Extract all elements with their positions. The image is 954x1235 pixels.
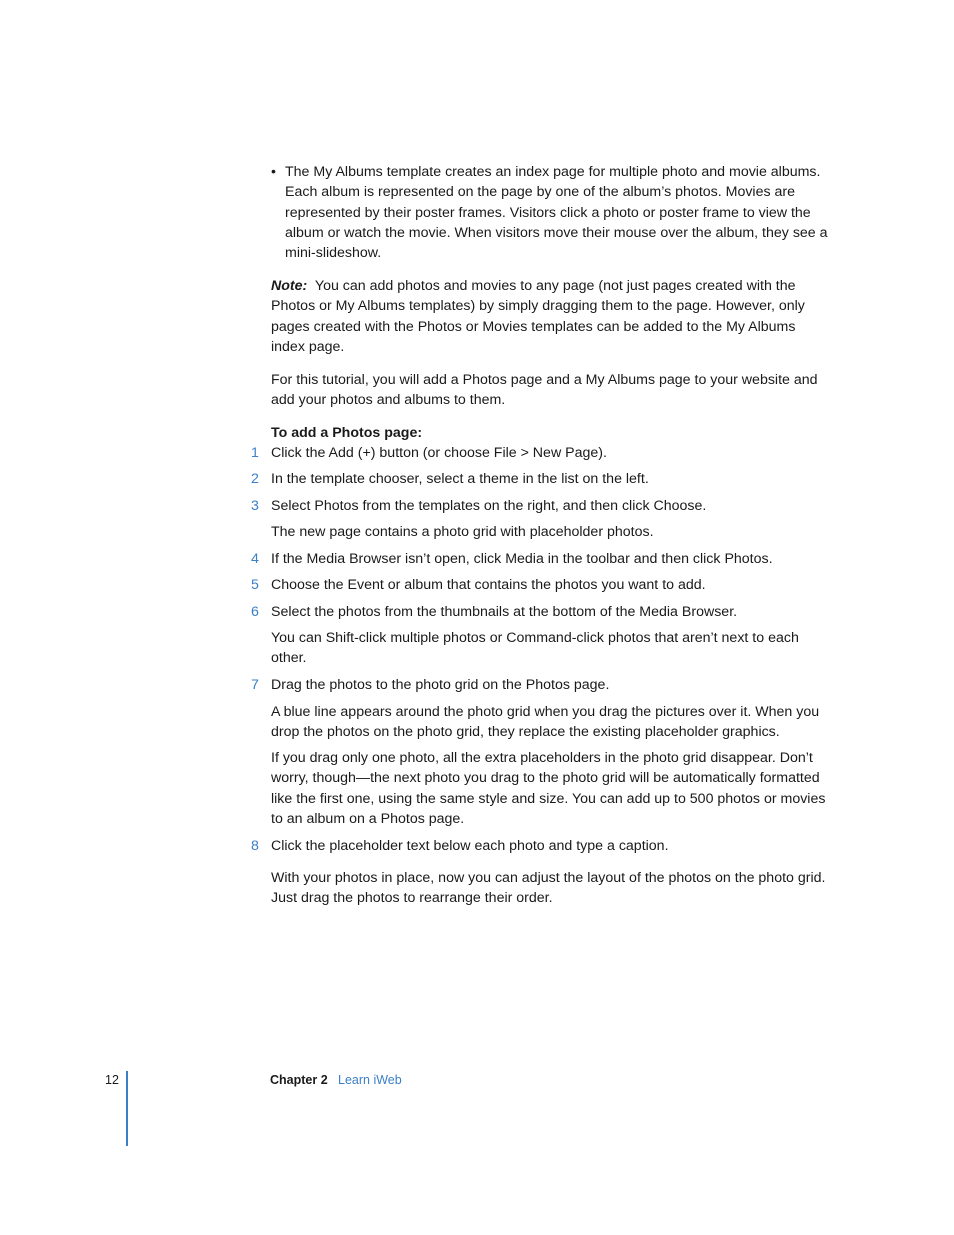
step-detail: If you drag only one photo, all the extra placeholders in the photo grid disappear. Don’t worry, though—the next photo you drag to the photo grid will be automatically formatted like the first one, using the same style and size. You can add up to 500 photos or movies to an album on a Photos page. [271,750,826,827]
step-number: 8 [251,838,259,854]
section-heading: To add a Photos page: [271,425,423,441]
step-text: Select Photos from the templates on the right, and then click Choose. [271,498,707,514]
step-text: Click the placeholder text below each photo and type a caption. [271,838,669,854]
step-number: 5 [251,577,259,593]
page-number: 12 [105,1073,119,1087]
step-detail: The new page contains a photo grid with placeholder photos. [271,524,654,540]
step-number: 6 [251,604,259,620]
note-text: You can add photos and movies to any page (not just pages created with the Photos or My Albums templates) by simply dragging them to the page. However, only pages created with the Photos or Movies templates can be added to the My Albums index page. [271,278,805,355]
intro-paragraph: For this tutorial, you will add a Photos page and a My Albums page to your website and add your photos and albums to them. [271,372,818,409]
step-text: If the Media Browser isn’t open, click Media in the toolbar and then click Photos. [271,551,773,567]
step-number: 2 [251,471,259,487]
step-text: Drag the photos to the photo grid on the Photos page. [271,677,610,693]
closing-paragraph: With your photos in place, now you can adjust the layout of the photos on the photo grid. Just drag the photos to rearrange their order. [271,870,826,907]
step-text: Click the Add (+) button (or choose File > New Page). [271,445,607,461]
step-detail: You can Shift-click multiple photos or Command-click photos that aren’t next to each other. [271,630,799,667]
bullet-symbol: • [271,164,276,180]
step-number: 3 [251,498,259,514]
note-label: Note: [271,278,308,294]
chapter-title: Learn iWeb [338,1073,402,1087]
note-paragraph [271,276,831,357]
step-number: 4 [251,551,259,567]
step-text: Select the photos from the thumbnails at the bottom of the Media Browser. [271,604,738,620]
chapter-label: Chapter 2 [270,1073,328,1087]
step-detail: A blue line appears around the photo grid when you drag the pictures over it. When you drop the photos on the photo grid, they replace the existing placeholder graphics. [271,704,820,741]
step-text: Choose the Event or album that contains the photos you want to add. [271,577,706,593]
step-number: 7 [251,677,259,693]
footer-rule [126,1071,128,1146]
step-number: 1 [251,445,259,461]
step-text: In the template chooser, select a theme in the list on the left. [271,471,649,487]
bullet-text: The My Albums template creates an index page for multiple photo and movie albums. Each album is represented on the page by one of the album’s photos. Movies are represented by their poster frames. Visitors click a photo or poster frame to view the album or watch the movie. When visitors move their mouse over the album, they see a mini-slideshow. [285,164,828,262]
